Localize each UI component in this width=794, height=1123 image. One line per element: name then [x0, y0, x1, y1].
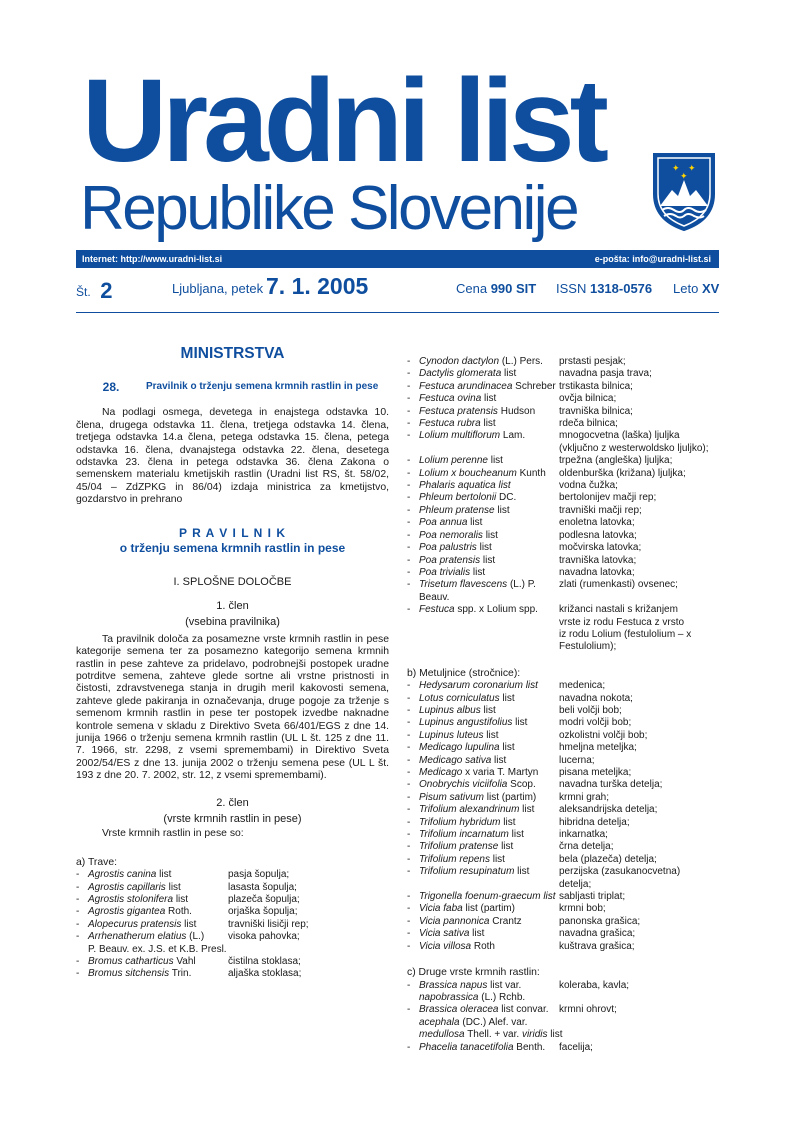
issue-place: Ljubljana, petek	[172, 281, 264, 296]
list-item: - Agrostis gigantea Roth. orjaška šopulja;	[76, 906, 298, 918]
list-item: - Lupinus albus list beli volčji bob;	[407, 704, 622, 716]
article-1-subheading: (vsebina pravilnika)	[185, 616, 280, 629]
list-item: - Lupinus angustifolius list modri volčji bob;	[407, 717, 632, 729]
section-heading: MINISTRSTVA	[180, 345, 285, 362]
chapter-heading: I. SPLOŠNE DOLOČBE	[173, 576, 292, 589]
list-item: - Phacelia tanacetifolia Benth. facelija;	[407, 1041, 593, 1053]
list-item: vrste iz rodu Festuca z vrsto	[559, 616, 685, 628]
masthead-title: Uradni list	[82, 55, 604, 187]
masthead-bar	[76, 250, 719, 268]
list-item: - Brassica napus list var. koleraba, kavla;	[407, 979, 630, 991]
species-continuation: detelja;	[559, 878, 592, 890]
item-number: 28.	[102, 380, 120, 394]
list-item: - Brassica oleracea list convar. krmni ohrovt;	[407, 1004, 617, 1016]
list-item: - Trifolium repens list bela (plazeča) detelja;	[407, 853, 657, 865]
list-item: napobrassica (L.) Rchb.	[419, 991, 526, 1003]
species-list-a3	[407, 356, 719, 443]
list-item: - Festuca rubra list rdeča bilnica;	[407, 418, 618, 430]
species-continuation: (vključno z westerwoldsko ljuljko);	[559, 442, 709, 454]
list-item: - Festuca pratensis Hudson travniška bilnica;	[407, 405, 633, 417]
list-item: - Medicago sativa list lucerna;	[407, 754, 595, 766]
festulolium-continuation	[407, 617, 719, 654]
list-item: - Festuca ovina list ovčja bilnica;	[407, 393, 617, 405]
list-item: - Bromus sitchensis Trin. aljaška stoklasa;	[76, 968, 302, 980]
list-item: - Phleum bertolonii DC. bertolonijev mačji rep;	[407, 492, 657, 504]
list-item: medullosa Thell. + var. viridis list	[419, 1029, 563, 1041]
list-item: - Festuca arundinacea Schreber trstikasta bilnica;	[407, 380, 633, 392]
list-item: - Agrostis canina list pasja šopulja;	[76, 869, 290, 881]
left-column	[76, 345, 389, 981]
email-link[interactable]: e-pošta: info@uradni-list.si	[594, 254, 711, 264]
species-list-c	[407, 980, 719, 1054]
document-title: P R A V I L N I K	[178, 525, 287, 540]
list-item: - Phalaris aquatica list vodna čužka;	[407, 480, 618, 492]
list-item: - Cynodon dactylon (L.) Pers. prstasti pesjak;	[407, 356, 626, 367]
issue-number: Št. 2	[76, 278, 113, 303]
svg-text:✦: ✦	[680, 172, 688, 182]
list-item: - Trifolium resupinatum list perzijska (zasukanocvetna)	[407, 866, 681, 878]
intro-paragraph: Na podlagi osmega, devetega in enajstega odstavka 10. člena, drugega odstavka 11. člena, tretjega odstavka 14. člena, tretjega odstavka 14.a člena, petega odstavka 15. člena, petega odstavka 16. člena, dvanajstega odstavka 22. člena, desetega odstavka 23. člena in petega odstavka 36. člena Zakona o semenskem materialu kmetijskih rastlin (Uradni list RS, št. 58/02, 45/04 – ZdZPKG in 86/04) izdaja ministrica za kmetijstvo, gozdarstvo in prehrano	[76, 407, 389, 506]
group-c-heading: c) Druge vrste krmnih rastlin:	[407, 967, 540, 979]
species-list-b	[407, 680, 719, 879]
list-item: Festulolium);	[559, 641, 617, 653]
list-item: - Trisetum flavescens (L.) P. Beauv. zlati (rumenkasti) ovsenec;	[407, 579, 678, 603]
list-item: - Lolium x boucheanum Kunth oldenburška (križana) ljuljka;	[407, 467, 686, 479]
article-1-heading: 1. člen	[216, 599, 249, 612]
article-1-text: Ta pravilnik določa za posamezne vrste krmnih rastlin in pese kategorije semena ter za posamezno kategorijo semena krmnih rastlin in pese zahteve za pridelavo, podrobnejši postopek uradne potrditve semena, zahteve glede sortne ali vrstne pristnosti in čistosti, zdravstvenega stanja in drugih meril kakovosti semena, zahteve glede pakiranja in označevanja, druge pogoje za trženje s semenom krmnih rastlin in pese ter postopek izvedbe naknadne kontrole semena v skladu z Direktivo Sveta 66/401/EGS z dne 14. junija 1966 o trženju semena krmnih rastlin (UL L št. 125 z dne 11. 7. 1966, str. 2298, z vsemi spremembami) in Direktivo Sveta 2002/54/ES z dne 13. junija 2002 o trženju semena pese (UL L št. 193 z dne 20. 7. 2002, str. 12, z vsemi spremembami).	[76, 633, 389, 782]
list-item: - Pisum sativum list (partim) krmni grah;	[407, 791, 610, 803]
list-item: - Lupinus luteus list ozkolistni volčji bob;	[407, 729, 648, 741]
list-item: - Alopecurus pratensis list travniški lisičji rep;	[76, 918, 309, 930]
list-item: - Trigonella foenum-graecum list sabljasti triplat;	[407, 891, 626, 903]
list-item: - Vicia sativa list navadna grašica;	[407, 928, 636, 940]
species-list-b2	[407, 891, 719, 953]
list-item: - Vicia pannonica Crantz panonska grašica;	[407, 915, 641, 927]
list-item: - Trifolium alexandrinum list aleksandrijska detelja;	[407, 804, 658, 816]
list-item: - Trifolium incarnatum list inkarnatka;	[407, 829, 608, 841]
list-item: - Agrostis capillaris list lasasta šopulja;	[76, 881, 297, 893]
list-item: acephala (DC.) Alef. var.	[419, 1016, 528, 1028]
list-item: - Bromus catharticus Vahl čistilna stoklasa;	[76, 956, 301, 968]
list-item: - Lolium multiflorum Lam. mnogocvetna (laška) ljuljka	[407, 430, 680, 442]
list-item: - Agrostis stolonifera list plazeča šopulja;	[76, 894, 300, 905]
list-item: - Lotus corniculatus list navadna nokota;	[407, 692, 633, 704]
list-item: - Festuca spp. x Lolium spp. križanci nastali s križanjem	[407, 604, 678, 616]
issue-year: Leto XV	[673, 281, 720, 296]
item-header	[76, 381, 389, 393]
issue-price: Cena 990 SIT	[456, 281, 537, 296]
right-column	[407, 356, 719, 1054]
coat-of-arms-icon	[650, 150, 718, 232]
document-subtitle: o trženju semena krmnih rastlin in pese	[119, 541, 346, 556]
species-list-a	[76, 869, 389, 943]
list-item: - Medicago x varia T. Martyn pisana meteljka;	[407, 767, 632, 778]
list-item: - Trifolium pratense list črna detelja;	[407, 841, 614, 853]
article-2-text: Vrste krmnih rastlin in pese so:	[102, 828, 244, 840]
header-rule	[76, 312, 719, 313]
list-item: - Medicago lupulina list hmeljna meteljka;	[407, 742, 637, 754]
list-item: - Onobrychis viciifolia Scop. navadna turška detelja;	[407, 779, 663, 791]
issue-date: 7. 1. 2005	[266, 273, 369, 299]
list-item: - Phleum pratense list travniški mačji rep;	[407, 504, 642, 516]
masthead-subtitle: Republike Slovenije	[80, 174, 578, 243]
list-item: - Hedysarum coronarium list medenica;	[407, 680, 606, 692]
list-item: - Trifolium hybridum list hibridna detelja;	[407, 816, 630, 828]
internet-link[interactable]: Internet: http://www.uradni-list.si	[82, 254, 223, 264]
group-b-heading: b) Metuljnice (stročnice):	[407, 667, 521, 679]
list-item: - Arrhenatherum elatius (L.) visoka pahovka;	[76, 931, 300, 943]
list-item: - Dactylis glomerata list navadna pasja trava;	[407, 368, 652, 380]
list-item: - Poa nemoralis list podlesna latovka;	[407, 529, 637, 541]
list-item: iz rodu Lolium (festulolium – x	[559, 628, 692, 640]
svg-text:✦: ✦	[688, 164, 696, 174]
svg-text:✦: ✦	[672, 164, 680, 174]
list-item: - Vicia villosa Roth kuštrava grašica;	[407, 940, 635, 952]
article-2-heading: 2. člen	[216, 796, 249, 809]
list-item: - Lolium perenne list trpežna (angleška) ljuljka;	[407, 455, 673, 467]
item-title: Pravilnik o trženju semena krmnih rastlin in pese	[146, 381, 379, 392]
list-item: - Vicia faba list (partim) krmni bob;	[407, 903, 606, 915]
species-list-a2	[76, 956, 389, 981]
group-a-heading: a) Trave:	[76, 856, 117, 868]
issue-issn: ISSN 1318-0576	[556, 281, 653, 296]
article-2-subheading: (vrste krmnih rastlin in pese)	[163, 812, 302, 825]
list-item: - Poa pratensis list travniška latovka;	[407, 554, 637, 566]
species-list-a4	[407, 455, 719, 616]
list-item: - Poa palustris list močvirska latovka;	[407, 542, 642, 554]
list-item: - Poa annua list enoletna latovka;	[407, 517, 635, 529]
list-item: - Poa trivialis list navadna latovka;	[407, 566, 635, 578]
species-continuation: P. Beauv. ex. J.S. et K.B. Presl.	[88, 943, 227, 955]
